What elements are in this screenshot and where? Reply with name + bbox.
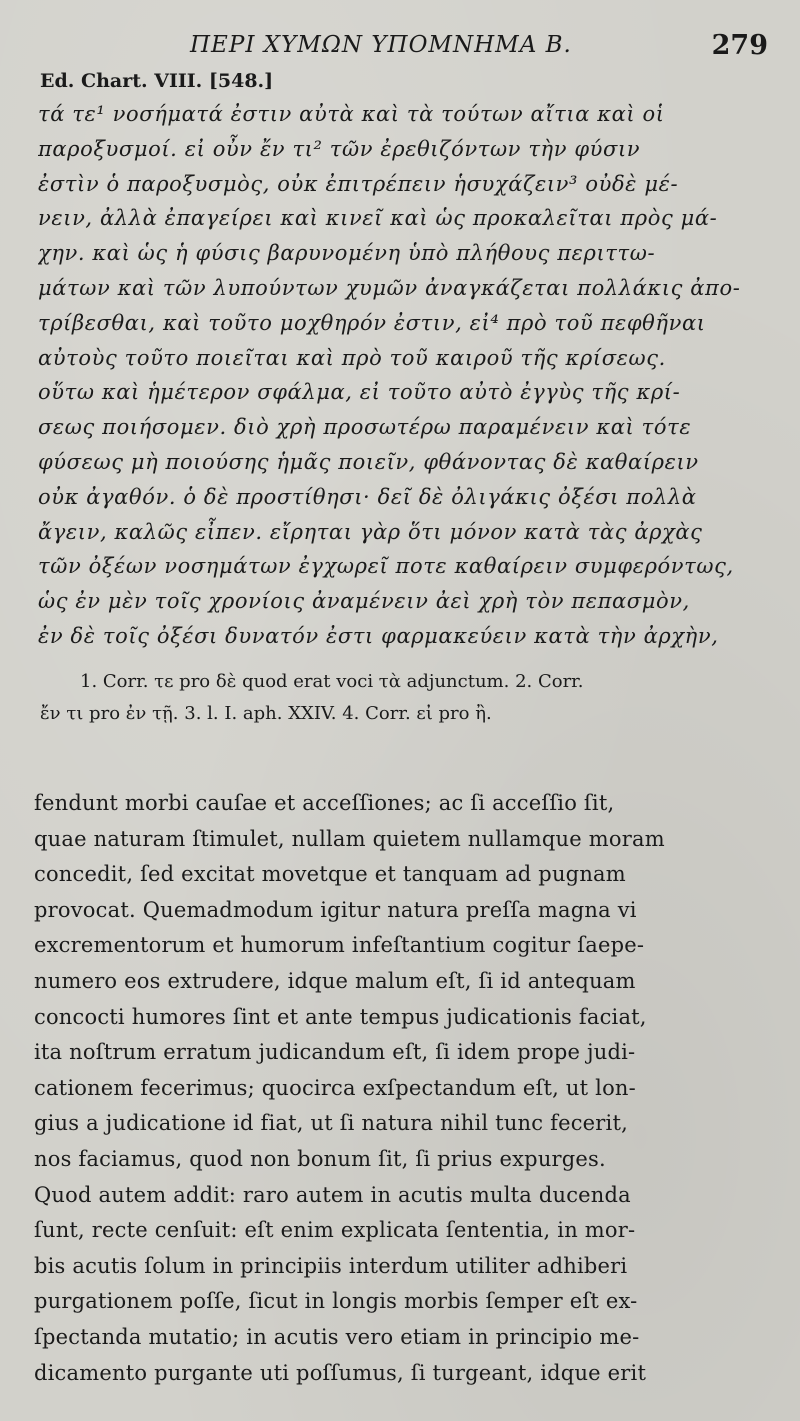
- latin-text-block: [34, 786, 774, 1391]
- footnote-line: ἔν τι pro ἐν τῇ. 3. l. I. aph. XXIV. 4. Corr. εἰ pro ἢ.: [40, 703, 492, 724]
- latin-line: gius a judicatione id fiat, ut ſi natura nihil tunc fecerit,: [34, 1111, 628, 1136]
- greek-line: ἄγειν, καλῶς εἶπεν. εἴρηται γὰρ ὅτι μόνον κατὰ τὰς ἀρχὰς: [38, 519, 703, 544]
- latin-line: concedit, ſed excitat movetque et tanquam ad pugnam: [34, 862, 626, 887]
- latin-line: excrementorum et humorum infeſtantium cogitur ſaepe-: [34, 933, 645, 958]
- greek-line: παροξυσμοί. εἰ οὖν ἔν τι² τῶν ἐρεθιζόντων τὴν φύσιν: [38, 136, 641, 161]
- latin-line: dicamento purgante uti poſſumus, ſi turgeant, idque erit: [34, 1360, 647, 1385]
- latin-line: provocat. Quemadmodum igitur natura preſſa magna vi: [34, 897, 637, 922]
- latin-line: fendunt morbi cauſae et acceſſiones; ac ſi acceſſio ſit,: [34, 791, 615, 815]
- greek-line: νειν, ἀλλὰ ἐπαγείρει καὶ κινεῖ καὶ ὡς προκαλεῖται πρὸς μά-: [38, 206, 718, 231]
- greek-line: μάτων καὶ τῶν λυπούντων χυμῶν ἀναγκάζεται πολλάκις ἀπο-: [38, 275, 741, 300]
- latin-line: ſpectanda mutatio; in acutis vero etiam in principio me-: [34, 1324, 640, 1349]
- latin-line: ſunt, recte cenſuit: eſt enim explicata ſententia, in mor-: [34, 1218, 636, 1243]
- greek-line: ἐν δὲ τοῖς ὀξέσι δυνατόν ἐστι φαρμακεύειν κατὰ τὴν ἀρχὴν,: [38, 623, 719, 648]
- footnote-line: 1. Corr. τε pro δὲ quod erat voci τὰ adjunctum. 2. Corr.: [80, 671, 584, 692]
- greek-line: τρίβεσθαι, καὶ τοῦτο μοχθηρόν ἐστιν, εἰ⁴ πρὸ τοῦ πεφθῆναι: [38, 310, 706, 335]
- greek-text-block: [38, 97, 768, 654]
- greek-line: ὡς ἐν μὲν τοῖς χρονίοις ἀναμένειν ἀεὶ χρὴ τὸν πεπασμὸν,: [38, 589, 690, 614]
- greek-line: τά τε¹ νοσήματά ἐστιν αὐτὰ καὶ τὰ τούτων αἴτια καὶ οἱ: [38, 102, 665, 126]
- latin-line: quae naturam ſtimulet, nullam quietem nullamque moram: [34, 826, 665, 851]
- greek-line: ἐστὶν ὁ παροξυσμὸς, οὐκ ἐπιτρέπειν ἡσυχάζειν³ οὐδὲ μέ-: [38, 171, 679, 196]
- greek-line: σεως ποιήσομεν. διὸ χρὴ προσωτέρω παραμένειν καὶ τότε: [38, 415, 692, 440]
- latin-line: concocti humores ſint et ante tempus judicationis faciat,: [34, 1004, 647, 1029]
- page-number: 279: [711, 30, 768, 61]
- greek-line: αὐτοὺς τοῦτο ποιεῖται καὶ πρὸ τοῦ καιροῦ τῆς κρίσεως.: [38, 345, 666, 370]
- latin-line: cationem fecerimus; quocirca exſpectandum eſt, ut lon-: [34, 1075, 636, 1100]
- edition-reference: Ed. Chart. VIII. [548.]: [40, 70, 274, 92]
- greek-line: φύσεως μὴ ποιούσης ἡμᾶς ποιεῖν, φθάνοντας δὲ καθαίρειν: [38, 449, 699, 474]
- latin-line: Quod autem addit: raro autem in acutis multa ducenda: [34, 1182, 631, 1207]
- latin-line: ita noſtrum erratum judicandum eſt, ſi idem prope judi-: [34, 1040, 636, 1065]
- latin-line: purgationem poſſe, ſicut in longis morbis ſemper eſt ex-: [34, 1289, 638, 1314]
- greek-line: οὐκ ἀγαθόν. ὁ δὲ προστίθησι· δεῖ δὲ ὀλιγάκις ὀξέσι πολλὰ: [38, 484, 697, 509]
- greek-line: οὕτω καὶ ἡμέτερον σφάλμα, εἰ τοῦτο αὐτὸ ἐγγὺς τῆς κρί-: [38, 380, 681, 405]
- footnotes: [40, 666, 770, 730]
- latin-line: nos faciamus, quod non bonum ſit, ſi prius expurges.: [34, 1146, 606, 1171]
- running-title: ΠΕΡΙ ΧΥΜΩΝ ΥΠΟΜΝΗΜΑ Β.: [190, 32, 572, 58]
- latin-line: bis acutis ſolum in principiis interdum utiliter adhiberi: [34, 1253, 628, 1278]
- greek-line: τῶν ὀξέων νοσημάτων ἐγχωρεῖ ποτε καθαίρειν συμφερόντως,: [38, 554, 734, 579]
- greek-line: χην. καὶ ὡς ἡ φύσις βαρυνομένη ὑπὸ πλήθους περιττω-: [38, 241, 656, 266]
- latin-line: numero eos extrudere, idque malum eſt, ſi id antequam: [34, 968, 636, 993]
